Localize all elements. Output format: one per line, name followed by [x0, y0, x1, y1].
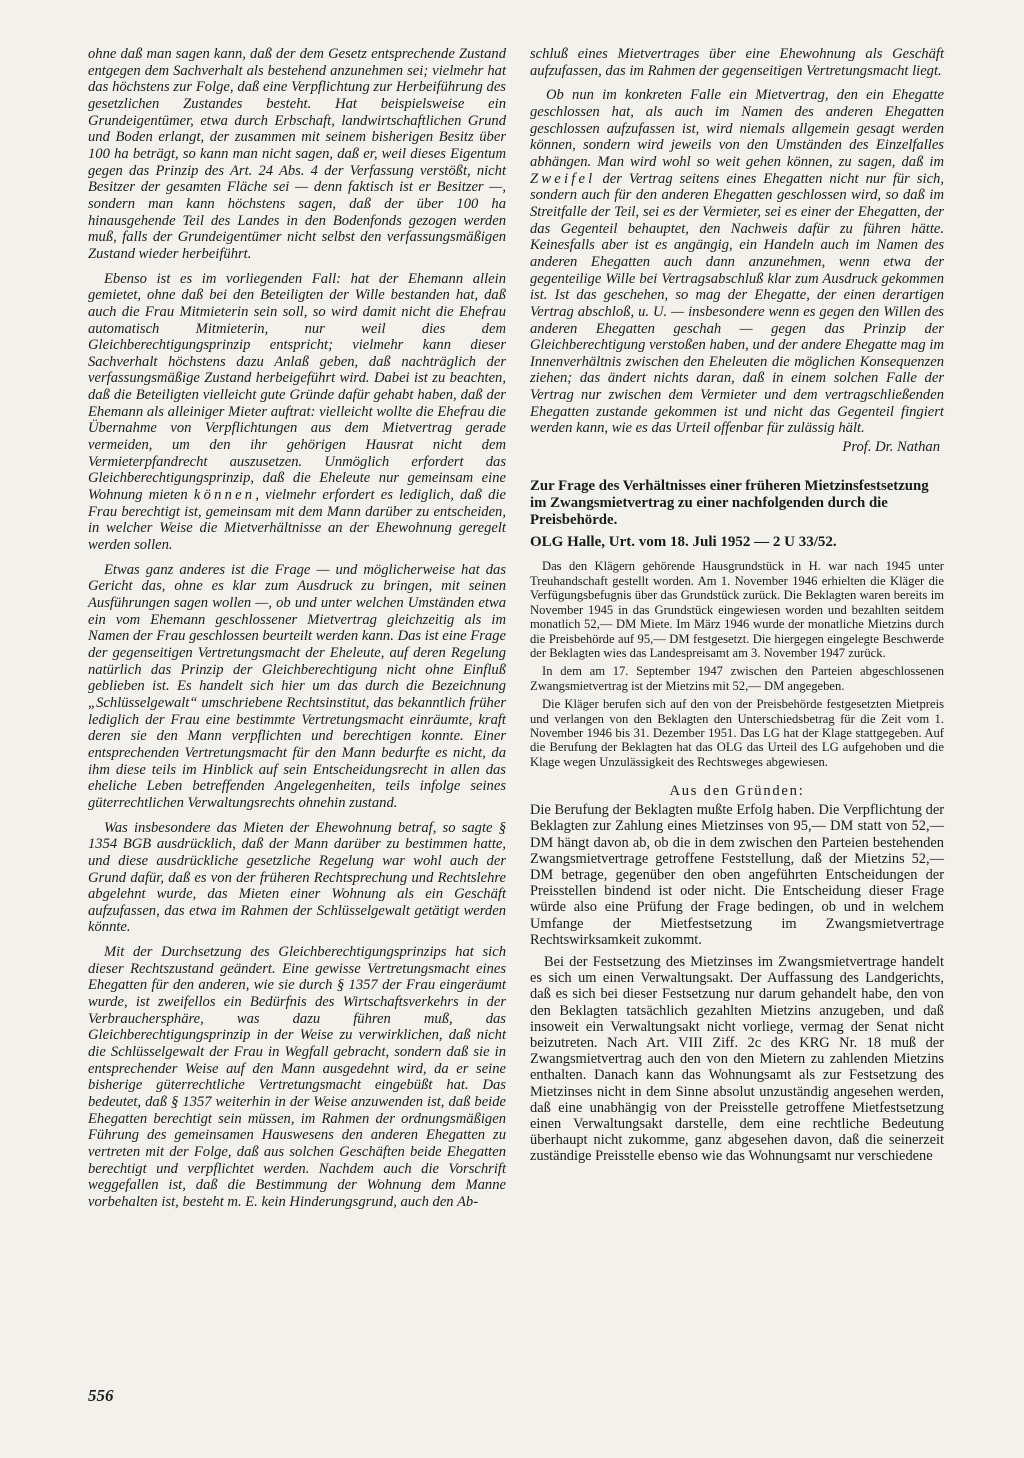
- reasons-heading: Aus den Gründen:: [669, 783, 805, 800]
- page-number: 556: [88, 1386, 114, 1405]
- right-column: [530, 46, 944, 1171]
- paragraph-text: der Vertrag seitens eines Ehegatten nicht nur für sich, sondern auch für den anderen Ehegatten geschlossen wird, so daß im Streitfalle der Teil, sei es der Vermieter, sei es einer der Ehegatten, der das Gegenteil behauptet, den Nachweis dafür zu führen hätte. Keinesfalls aber ist es angängig, ein Handeln auch im Namen des anderen Ehegatten auch dann anzunehmen, wenn etwa der gegenteilige Wille bei Vertragsabschluß klar zum Ausdruck gekommen ist. Ist das geschehen, so mag der Ehegatte, der einen derartigen Vertrag abschloß, u. U. — insbesondere wenn es gegen den Willen des anderen Ehegatten geschah — gegen das Prinzip der Gleichberechtigung verstoßen haben, und der andere Ehegatte mag im Innenverhältnis zwischen den Eheleuten die möglichen Konsequenzen ziehen; das ändert nichts daran, daß in einem solchen Falle der Vertrag nur zwischen dem Vermieter und dem vertragschließenden Ehegatten zustande gekommen ist und nicht das Gegenteil fingiert werden kann, wie es das Urteil offenbar für zulässig hält.: [530, 170, 944, 437]
- left-column: [88, 46, 506, 1219]
- paragraph-text: Ob nun im konkreten Falle ein Mietvertrag, den ein Ehegatte geschlossen hat, als auch im Namen des anderen Ehegatten geschlossen aufzufassen ist, wird niemals allgemein gesagt werden können, sondern wird jeweils von den Umständen des Einzelfalles abhängen. Man wird wohl so weit gehen können, zu sagen, daß im: [530, 87, 944, 170]
- case-citation: OLG Halle, Urt. vom 18. Juli 1952 — 2 U 33/52.: [530, 534, 837, 551]
- paragraph-text: , vielmehr erfordert es lediglich, daß die Frau berechtigt ist, gemeinsam mit dem Mann darüber zu entscheiden, in welcher Weise die Mietverhältnisse an der Ehewohnung geregelt werden sollen.: [88, 487, 506, 554]
- case-headline: Zur Frage des Verhältnisses einer früheren Mietzinsfestsetzung im Zwangsmietvertrag zu einer nachfolgenden durch die Preisbehörde.: [530, 478, 929, 528]
- spaced-emphasis: können: [193, 487, 256, 504]
- paragraph: ohne daß man sagen kann, daß der dem Gesetz entsprechende Zustand entgegen dem Sachverhalt als bestehend anzunehmen sei; vielmehr hat das höchstens zur Folge, daß eine Verpflichtung zur Herbeiführung des gesetzlichen Zustandes besteht. Hat beispielsweise ein Grundeigentümer, etwa durch Erbschaft, landwirtschaftlichen Grund und Boden erlangt, der zusammen mit seinem bisherigen Besitz über 100 ha beträgt, so kann man nicht sagen, daß er, weil dieses Eigentum gegen das Prinzip des Art. 24 Abs. 4 der Verfassung verstößt, nicht Besitzer der gesamten Fläche sei — denn faktisch ist er Besitzer —, sondern man kann höchstens sagen, daß der über 100 ha hinausgehende Teil des Landes in den Bodenfonds gezogen werden muß, falls der Grundeigentümer nicht selbst den verfassungsmäßigen Zustand wieder herbeiführt.: [88, 46, 506, 262]
- paragraph: Die Berufung der Beklagten mußte Erfolg haben. Die Verpflichtung der Beklagten zur Zahlung eines Mietzinses von 95,— DM statt von 52,— DM hängt davon ab, ob die in dem zwischen den Parteien bestehenden Zwangsmietvertrage getroffene Feststellung, daß der Mietzins 52,— DM betrage, gegenüber den oben angeführten Entscheidungen der Preisstellen bindend ist oder nicht. Die Entscheidung dieser Frage würde also eine Prüfung der Frage bedingen, ob und in welchem Umfange der Mietfestsetzung im Zwangsmietvertrage Rechtswirksamkeit zukommt.: [530, 802, 944, 948]
- spaced-emphasis: Zweifel: [530, 170, 596, 187]
- paragraph-text: Ebenso ist es im vorliegenden Fall: hat der Ehemann allein gemietet, ohne daß bei den Beteiligten der Wille bestanden hat, daß auch die Frau Mitmieterin sein soll, so wird damit nicht die Ehefrau automatisch Mitmieterin, nur weil dies dem Gleichberechtigungsprinzip entspricht; vielmehr kann dieser Sachverhalt höchstens dazu Anlaß geben, daß nachträglich der verfassungsmäßige Zustand herbeigeführt wird. Dabei ist zu beachten, daß die Beteiligten vielleicht gute Gründe dafür gehabt haben, daß der Ehemann als alleiniger Mieter auftrat: vielleicht wollte die Ehefrau die Übernahme von Verpflichtungen aus dem Mietvertrag gerade vermeiden, um den ihr gehörigen Hausrat nicht dem Vermieterpfandrecht auszusetzen. Unmöglich erfordert das Gleichberechtigungsprinzip, daß die Eheleute nur gemeinsam eine Wohnung mieten: [88, 270, 506, 504]
- case-facts: [530, 559, 944, 769]
- paragraph: Was insbesondere das Mieten der Ehewohnung betraf, so sagte § 1354 BGB ausdrücklich, daß der Mann darüber zu bestimmen hatte, und diese ausdrückliche gesetzliche Regelung war wohl auch der Grund dafür, daß es von der früheren Rechtsprechung und Rechtslehre abgelehnt wurde, das Mieten einer Wohnung als ein Geschäft aufzufassen, das etwa im Rahmen der Schlüsselgewalt getätigt werden könnte.: [88, 819, 506, 936]
- reasons-body: [530, 802, 944, 1164]
- paragraph: schluß eines Mietvertrages über eine Ehewohnung als Geschäft aufzufassen, das im Rahmen der gegenseitigen Vertretungsmacht liegt.: [530, 46, 944, 79]
- paragraph: Die Kläger berufen sich auf den von der Preisbehörde festgesetzten Mietpreis und verlangen von den Beklagten den Unterschiedsbetrag für die Zeit vom 1. November 1946 bis 31. Dezember 1951. Das LG hat der Klage stattgegeben. Auf die Berufung der Beklagten hat das OLG das Urteil des LG aufgehoben und die Klage wegen Unzulässigkeit des Rechtsweges abgewiesen.: [530, 697, 944, 769]
- paragraph: Etwas ganz anderes ist die Frage — und möglicherweise hat das Gericht das, ohne es klar zum Ausdruck zu bringen, mit seinen Ausführungen sagen wollen —, ob und unter welchen Umständen etwa ein vom Ehemann geschlossener Mietvertrag gleichzeitig als im Namen der Frau geschlossen beurteilt werden kann. Das ist eine Frage der gegenseitigen Vertretungsmacht der Eheleute, auf deren Regelung natürlich das Prinzip der Gleichberechtigung nicht ohne Einfluß geblieben ist. Es handelt sich hier um das durch die Bezeichnung „Schlüsselgewalt“ umschriebene Rechtsinstitut, das bekanntlich früher lediglich der Frau eine bestimmte Vertretungsmacht einräumte, kraft deren sie den Mann verpflichten und berechtigen konnte. Einer entsprechenden Vertretungsmacht für den Mann bedurfte es nicht, da ihm diese teils im Hinblick auf sein Entscheidungsrecht in allen das eheliche Leben betreffenden Angelegenheiten, teils infolge seines güterrechtlichen Verwaltungsrechts ohnehin zustand.: [88, 561, 506, 811]
- commentary: [530, 46, 944, 437]
- paragraph: Das den Klägern gehörende Hausgrundstück in H. war nach 1945 unter Treuhandschaft gestellt worden. Am 1. November 1946 erhielten die Kläger die Verfügungsbefugnis über das Grundstück zurück. Die Beklagten waren bereits im November 1945 in das Grundstück eingewiesen worden und bezahlten seitdem monatlich 52,— DM Miete. Im März 1946 wurde der monatliche Mietzins durch die Preisbehörde auf 95,— DM festgesetzt. Die hiergegen eingelegte Beschwerde der Beklagten wies das Landespreisamt am 3. November 1947 zurück.: [530, 559, 944, 660]
- paragraph: In dem am 17. September 1947 zwischen den Parteien abgeschlossenen Zwangsmietvertrag ist der Mietzins mit 52,— DM angegeben.: [530, 664, 944, 693]
- paragraph: Mit der Durchsetzung des Gleichberechtigungsprinzips hat sich dieser Rechtszustand geändert. Eine gewisse Vertretungsmacht eines Ehegatten für den anderen, wie sie durch § 1357 der Frau eingeräumt wurde, ist zweifellos ein Bedürfnis des Wirtschaftsverkehrs in der Verbrauchersphäre, was dazu führen muß, das Gleichberechtigungsprinzip in der Weise zu verwirklichen, daß nicht die Schlüsselgewalt der Frau in Wegfall gebracht, sondern daß sie in entsprechender Weise auf den Mann ausgedehnt wird, da er seine bisherige güterrechtliche Vertretungsmacht eingebüßt hat. Das bedeutet, daß § 1357 weiterhin in der Weise anzuwenden ist, daß beide Ehegatten berechtigt sein müssen, im Rahmen der ordnungsmäßigen Führung des gemeinsamen Hauswesens den anderen Ehegatten zu vertreten mit der Folge, daß aus solchen Geschäften beide Ehegatten berechtigt und verpflichtet werden. Nachdem auch die Vorschrift weggefallen ist, daß die Bestimmung der Wohnung dem Manne vorbehalten ist, besteht m. E. kein Hinderungsgrund, auch den Ab-: [88, 944, 506, 1210]
- paragraph: [88, 271, 506, 554]
- paragraph: [530, 87, 944, 437]
- paragraph: Bei der Festsetzung des Mietzinses im Zwangsmietvertrage handelt es sich um einen Verwaltungsakt. Der Auffassung des Landgerichts, daß es sich bei dieser Festsetzung nur darum gehandelt habe, den von den Beklagten tatsächlich gezahlten Mietzins anzugeben, und daß insoweit ein Verwaltungsakt nicht vorliege, vermag der Senat nicht beizutreten. Nach Art. VIII Ziff. 2c des KRG Nr. 18 muß der Zwangsmietvertrag auch den von den Mietern zu zahlenden Mietzins enthalten. Danach kann das Wohnungsamt als zur Festsetzung des Mietzinses nicht in dem Sinne absolut unzuständig angesehen werden, daß eine unabhängig von der Preisstelle getroffene Mietfestsetzung einen Verwaltungsakt darstelle, dem eine rechtliche Bedeutung überhaupt nicht zukomme, ganz abgesehen davon, daß die seinerzeit zuständige Preisstelle ebenso wie das Wohnungsamt nur verschiedene: [530, 954, 944, 1165]
- author-signature: Prof. Dr. Nathan: [842, 439, 940, 456]
